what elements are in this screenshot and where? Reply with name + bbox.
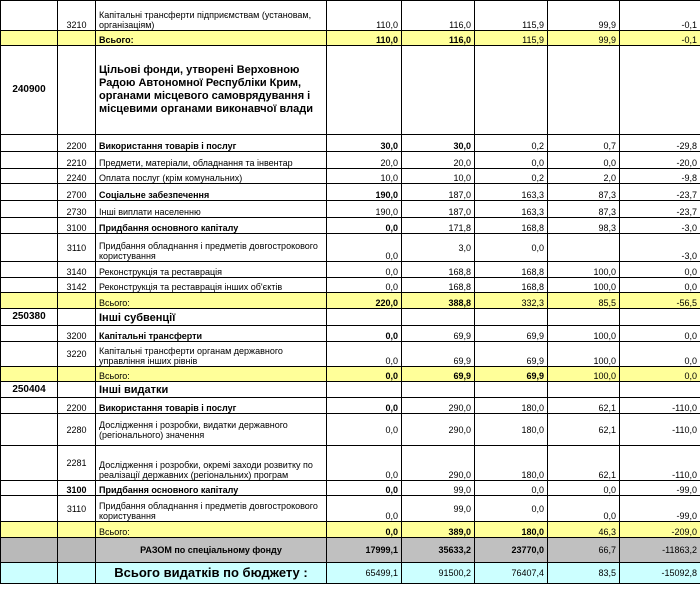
executed-cell: 69,9 (475, 326, 548, 342)
plan-year-cell: 30,0 (327, 135, 402, 152)
group-code-cell (1, 184, 58, 201)
group-code-cell (1, 367, 58, 382)
empty-cell (402, 382, 475, 398)
table-row (1, 342, 700, 367)
group-code-cell (1, 262, 58, 278)
deviation-cell: -110,0 (620, 446, 700, 481)
table-row (1, 201, 700, 218)
plan-year-cell: 17999,1 (327, 538, 402, 563)
item-code-cell: 3210 (58, 1, 96, 31)
deviation-cell: -29,8 (620, 135, 700, 152)
description-cell: Реконструкція та реставрація інших об'єктів (96, 278, 327, 293)
description-cell: Соціальне забезпечення (96, 184, 327, 201)
group-code-cell (1, 522, 58, 538)
executed-cell: 0,0 (475, 152, 548, 169)
executed-cell: 180,0 (475, 414, 548, 446)
group-code-cell (1, 563, 58, 584)
item-code-cell: 3200 (58, 326, 96, 342)
total-row (1, 293, 700, 309)
description-cell: Використання товарів і послуг (96, 398, 327, 414)
special-fund-total-row (1, 538, 700, 563)
plan-adjusted-cell: 171,8 (402, 218, 475, 234)
deviation-cell: 0,0 (620, 367, 700, 382)
group-code-cell (1, 414, 58, 446)
table-row (1, 262, 700, 278)
item-code-cell: 3142 (58, 278, 96, 293)
percent-cell: 62,1 (548, 446, 620, 481)
executed-cell: 180,0 (475, 398, 548, 414)
group-code-cell (1, 538, 58, 563)
percent-cell: 87,3 (548, 201, 620, 218)
empty-cell (475, 46, 548, 135)
section-title-row (1, 382, 700, 398)
description-cell: Реконструкція та реставрація (96, 262, 327, 278)
group-code-cell (1, 31, 58, 46)
table-row (1, 218, 700, 234)
percent-cell: 100,0 (548, 342, 620, 367)
description-cell: Капітальні трансферти (96, 326, 327, 342)
executed-cell: 23770,0 (475, 538, 548, 563)
executed-cell: 76407,4 (475, 563, 548, 584)
empty-cell (402, 46, 475, 135)
plan-adjusted-cell: 290,0 (402, 414, 475, 446)
group-code-cell (1, 1, 58, 31)
plan-year-cell: 220,0 (327, 293, 402, 309)
percent-cell: 2,0 (548, 169, 620, 184)
deviation-cell: -15092,8 (620, 563, 700, 584)
percent-cell: 0,7 (548, 135, 620, 152)
plan-adjusted-cell: 69,9 (402, 342, 475, 367)
item-code-cell: 3100 (58, 218, 96, 234)
table-row (1, 135, 700, 152)
plan-adjusted-cell: 116,0 (402, 31, 475, 46)
description-cell: Дослідження і розробки, видатки державного (регіонального) значення (96, 414, 327, 446)
plan-adjusted-cell: 10,0 (402, 169, 475, 184)
empty-cell (548, 309, 620, 326)
executed-cell: 168,8 (475, 278, 548, 293)
section-title-row (1, 309, 700, 326)
section-title: Цільові фонди, утворені Верховною Радою Автономної Республіки Крим, органами місцевого самоврядування і місцевими органами виконавчої влади (96, 46, 327, 135)
deviation-cell: -56,5 (620, 293, 700, 309)
table-row (1, 184, 700, 201)
group-code-cell (1, 398, 58, 414)
group-code-cell: 250404 (1, 382, 58, 398)
deviation-cell: -9,8 (620, 169, 700, 184)
plan-year-cell: 0,0 (327, 326, 402, 342)
total-label: Всього: (96, 31, 327, 46)
table-row (1, 496, 700, 522)
group-code-cell (1, 342, 58, 367)
plan-adjusted-cell: 168,8 (402, 262, 475, 278)
plan-adjusted-cell: 290,0 (402, 446, 475, 481)
item-code-cell: 3140 (58, 262, 96, 278)
plan-adjusted-cell: 99,0 (402, 481, 475, 496)
deviation-cell: -0,1 (620, 31, 700, 46)
description-cell: Капітальні трансферти органам державного управління інших рівнів (96, 342, 327, 367)
plan-adjusted-cell: 20,0 (402, 152, 475, 169)
percent-cell: 62,1 (548, 414, 620, 446)
plan-adjusted-cell: 99,0 (402, 496, 475, 522)
empty-cell (475, 382, 548, 398)
plan-year-cell: 0,0 (327, 218, 402, 234)
table-row (1, 278, 700, 293)
empty-cell (402, 309, 475, 326)
executed-cell: 69,9 (475, 342, 548, 367)
group-code-cell (1, 135, 58, 152)
plan-year-cell: 0,0 (327, 234, 402, 262)
description-cell: Інші виплати населенню (96, 201, 327, 218)
executed-cell: 69,9 (475, 367, 548, 382)
percent-cell: 100,0 (548, 278, 620, 293)
plan-adjusted-cell: 388,8 (402, 293, 475, 309)
deviation-cell: -23,7 (620, 184, 700, 201)
description-cell: Оплата послуг (крім комунальних) (96, 169, 327, 184)
percent-cell: 100,0 (548, 326, 620, 342)
plan-adjusted-cell: 187,0 (402, 201, 475, 218)
deviation-cell: -3,0 (620, 234, 700, 262)
deviation-cell: 0,0 (620, 342, 700, 367)
group-code-cell (1, 152, 58, 169)
plan-year-cell: 0,0 (327, 522, 402, 538)
plan-adjusted-cell: 91500,2 (402, 563, 475, 584)
group-code-cell (1, 218, 58, 234)
percent-cell: 100,0 (548, 367, 620, 382)
item-code-cell (58, 309, 96, 326)
item-code-cell: 3110 (58, 234, 96, 262)
plan-year-cell: 0,0 (327, 414, 402, 446)
group-code-cell (1, 201, 58, 218)
item-code-cell: 2700 (58, 184, 96, 201)
description-cell: Придбання обладнання і предметів довгострокового користування (96, 496, 327, 522)
plan-adjusted-cell: 116,0 (402, 1, 475, 31)
section-title: Інші видатки (96, 382, 327, 398)
table-row (1, 398, 700, 414)
group-code-cell (1, 446, 58, 481)
plan-year-cell: 0,0 (327, 481, 402, 496)
plan-year-cell: 110,0 (327, 31, 402, 46)
executed-cell: 168,8 (475, 218, 548, 234)
total-label: Всього: (96, 522, 327, 538)
plan-year-cell: 110,0 (327, 1, 402, 31)
plan-adjusted-cell: 187,0 (402, 184, 475, 201)
deviation-cell: -110,0 (620, 414, 700, 446)
empty-cell (475, 309, 548, 326)
description-cell: Капітальні трансферти підприємствам (установам, організаціям) (96, 1, 327, 31)
item-code-cell: 3100 (58, 481, 96, 496)
section-title-row (1, 46, 700, 135)
deviation-cell: -3,0 (620, 218, 700, 234)
deviation-cell: 0,0 (620, 326, 700, 342)
plan-year-cell: 0,0 (327, 278, 402, 293)
table-row (1, 1, 700, 31)
group-code-cell (1, 234, 58, 262)
deviation-cell: -0,1 (620, 1, 700, 31)
total-label: Всього: (96, 367, 327, 382)
item-code-cell: 2200 (58, 398, 96, 414)
item-code-cell: 2730 (58, 201, 96, 218)
deviation-cell: -99,0 (620, 496, 700, 522)
item-code-cell: 2280 (58, 414, 96, 446)
percent-cell: 0,0 (548, 152, 620, 169)
section-title: Інші субвенції (96, 309, 327, 326)
deviation-cell: -110,0 (620, 398, 700, 414)
item-code-cell (58, 31, 96, 46)
executed-cell: 163,3 (475, 184, 548, 201)
deviation-cell: 0,0 (620, 278, 700, 293)
item-code-cell: 3220 (58, 342, 96, 367)
group-code-cell (1, 481, 58, 496)
executed-cell: 180,0 (475, 522, 548, 538)
plan-adjusted-cell: 30,0 (402, 135, 475, 152)
executed-cell: 0,0 (475, 481, 548, 496)
plan-year-cell: 10,0 (327, 169, 402, 184)
table-row (1, 326, 700, 342)
item-code-cell (58, 538, 96, 563)
description-cell: Придбання основного капіталу (96, 218, 327, 234)
executed-cell: 180,0 (475, 446, 548, 481)
percent-cell (548, 234, 620, 262)
percent-cell: 98,3 (548, 218, 620, 234)
percent-cell: 100,0 (548, 262, 620, 278)
percent-cell: 85,5 (548, 293, 620, 309)
percent-cell: 0,0 (548, 481, 620, 496)
group-code-cell (1, 169, 58, 184)
executed-cell: 332,3 (475, 293, 548, 309)
plan-adjusted-cell: 389,0 (402, 522, 475, 538)
group-code-cell: 240900 (1, 46, 58, 135)
special-fund-label: РАЗОМ по спеціальному фонду (96, 538, 327, 563)
executed-cell: 0,0 (475, 496, 548, 522)
deviation-cell: -209,0 (620, 522, 700, 538)
plan-year-cell: 20,0 (327, 152, 402, 169)
percent-cell: 87,3 (548, 184, 620, 201)
plan-adjusted-cell: 3,0 (402, 234, 475, 262)
plan-adjusted-cell: 168,8 (402, 278, 475, 293)
plan-year-cell: 65499,1 (327, 563, 402, 584)
description-cell: Придбання основного капіталу (96, 481, 327, 496)
empty-cell (620, 46, 700, 135)
executed-cell: 0,2 (475, 135, 548, 152)
executed-cell: 0,2 (475, 169, 548, 184)
deviation-cell: -11863,2 (620, 538, 700, 563)
item-code-cell: 2281 (58, 446, 96, 481)
description-cell: Предмети, матеріали, обладнання та інвентар (96, 152, 327, 169)
item-code-cell (58, 563, 96, 584)
total-row (1, 367, 700, 382)
plan-adjusted-cell: 35633,2 (402, 538, 475, 563)
empty-cell (327, 46, 402, 135)
deviation-cell: -23,7 (620, 201, 700, 218)
group-code-cell: 250380 (1, 309, 58, 326)
empty-cell (620, 382, 700, 398)
description-cell: Використання товарів і послуг (96, 135, 327, 152)
table-row (1, 152, 700, 169)
plan-adjusted-cell: 69,9 (402, 326, 475, 342)
executed-cell: 163,3 (475, 201, 548, 218)
percent-cell: 99,9 (548, 1, 620, 31)
empty-cell (327, 309, 402, 326)
budget-total-label: Всього видатків по бюджету : (96, 563, 327, 584)
percent-cell: 0,0 (548, 496, 620, 522)
table-row (1, 446, 700, 481)
plan-adjusted-cell: 290,0 (402, 398, 475, 414)
deviation-cell: -99,0 (620, 481, 700, 496)
plan-year-cell: 0,0 (327, 342, 402, 367)
plan-year-cell: 0,0 (327, 367, 402, 382)
item-code-cell: 3110 (58, 496, 96, 522)
empty-cell (327, 382, 402, 398)
executed-cell: 115,9 (475, 1, 548, 31)
plan-year-cell: 0,0 (327, 262, 402, 278)
description-cell: Придбання обладнання і предметів довгострокового користування (96, 234, 327, 262)
item-code-cell: 2210 (58, 152, 96, 169)
item-code-cell (58, 522, 96, 538)
empty-cell (548, 382, 620, 398)
item-code-cell (58, 46, 96, 135)
plan-year-cell: 0,0 (327, 496, 402, 522)
group-code-cell (1, 496, 58, 522)
description-cell: Дослідження і розробки, окремі заходи розвитку по реалізації державних (регіональних) програм (96, 446, 327, 481)
executed-cell: 115,9 (475, 31, 548, 46)
item-code-cell (58, 367, 96, 382)
budget-total-row (1, 563, 700, 584)
executed-cell: 168,8 (475, 262, 548, 278)
executed-cell: 0,0 (475, 234, 548, 262)
plan-year-cell: 0,0 (327, 398, 402, 414)
percent-cell: 83,5 (548, 563, 620, 584)
empty-cell (620, 309, 700, 326)
group-code-cell (1, 326, 58, 342)
item-code-cell: 2200 (58, 135, 96, 152)
table-row (1, 234, 700, 262)
item-code-cell: 2240 (58, 169, 96, 184)
deviation-cell: -20,0 (620, 152, 700, 169)
item-code-cell (58, 293, 96, 309)
table-row (1, 414, 700, 446)
item-code-cell (58, 382, 96, 398)
plan-year-cell: 0,0 (327, 446, 402, 481)
plan-year-cell: 190,0 (327, 201, 402, 218)
group-code-cell (1, 278, 58, 293)
deviation-cell: 0,0 (620, 262, 700, 278)
empty-cell (548, 46, 620, 135)
percent-cell: 46,3 (548, 522, 620, 538)
group-code-cell (1, 293, 58, 309)
table-row (1, 481, 700, 496)
plan-adjusted-cell: 69,9 (402, 367, 475, 382)
percent-cell: 62,1 (548, 398, 620, 414)
total-row (1, 522, 700, 538)
table-row (1, 169, 700, 184)
total-label: Всього: (96, 293, 327, 309)
percent-cell: 99,9 (548, 31, 620, 46)
total-row (1, 31, 700, 46)
plan-year-cell: 190,0 (327, 184, 402, 201)
percent-cell: 66,7 (548, 538, 620, 563)
